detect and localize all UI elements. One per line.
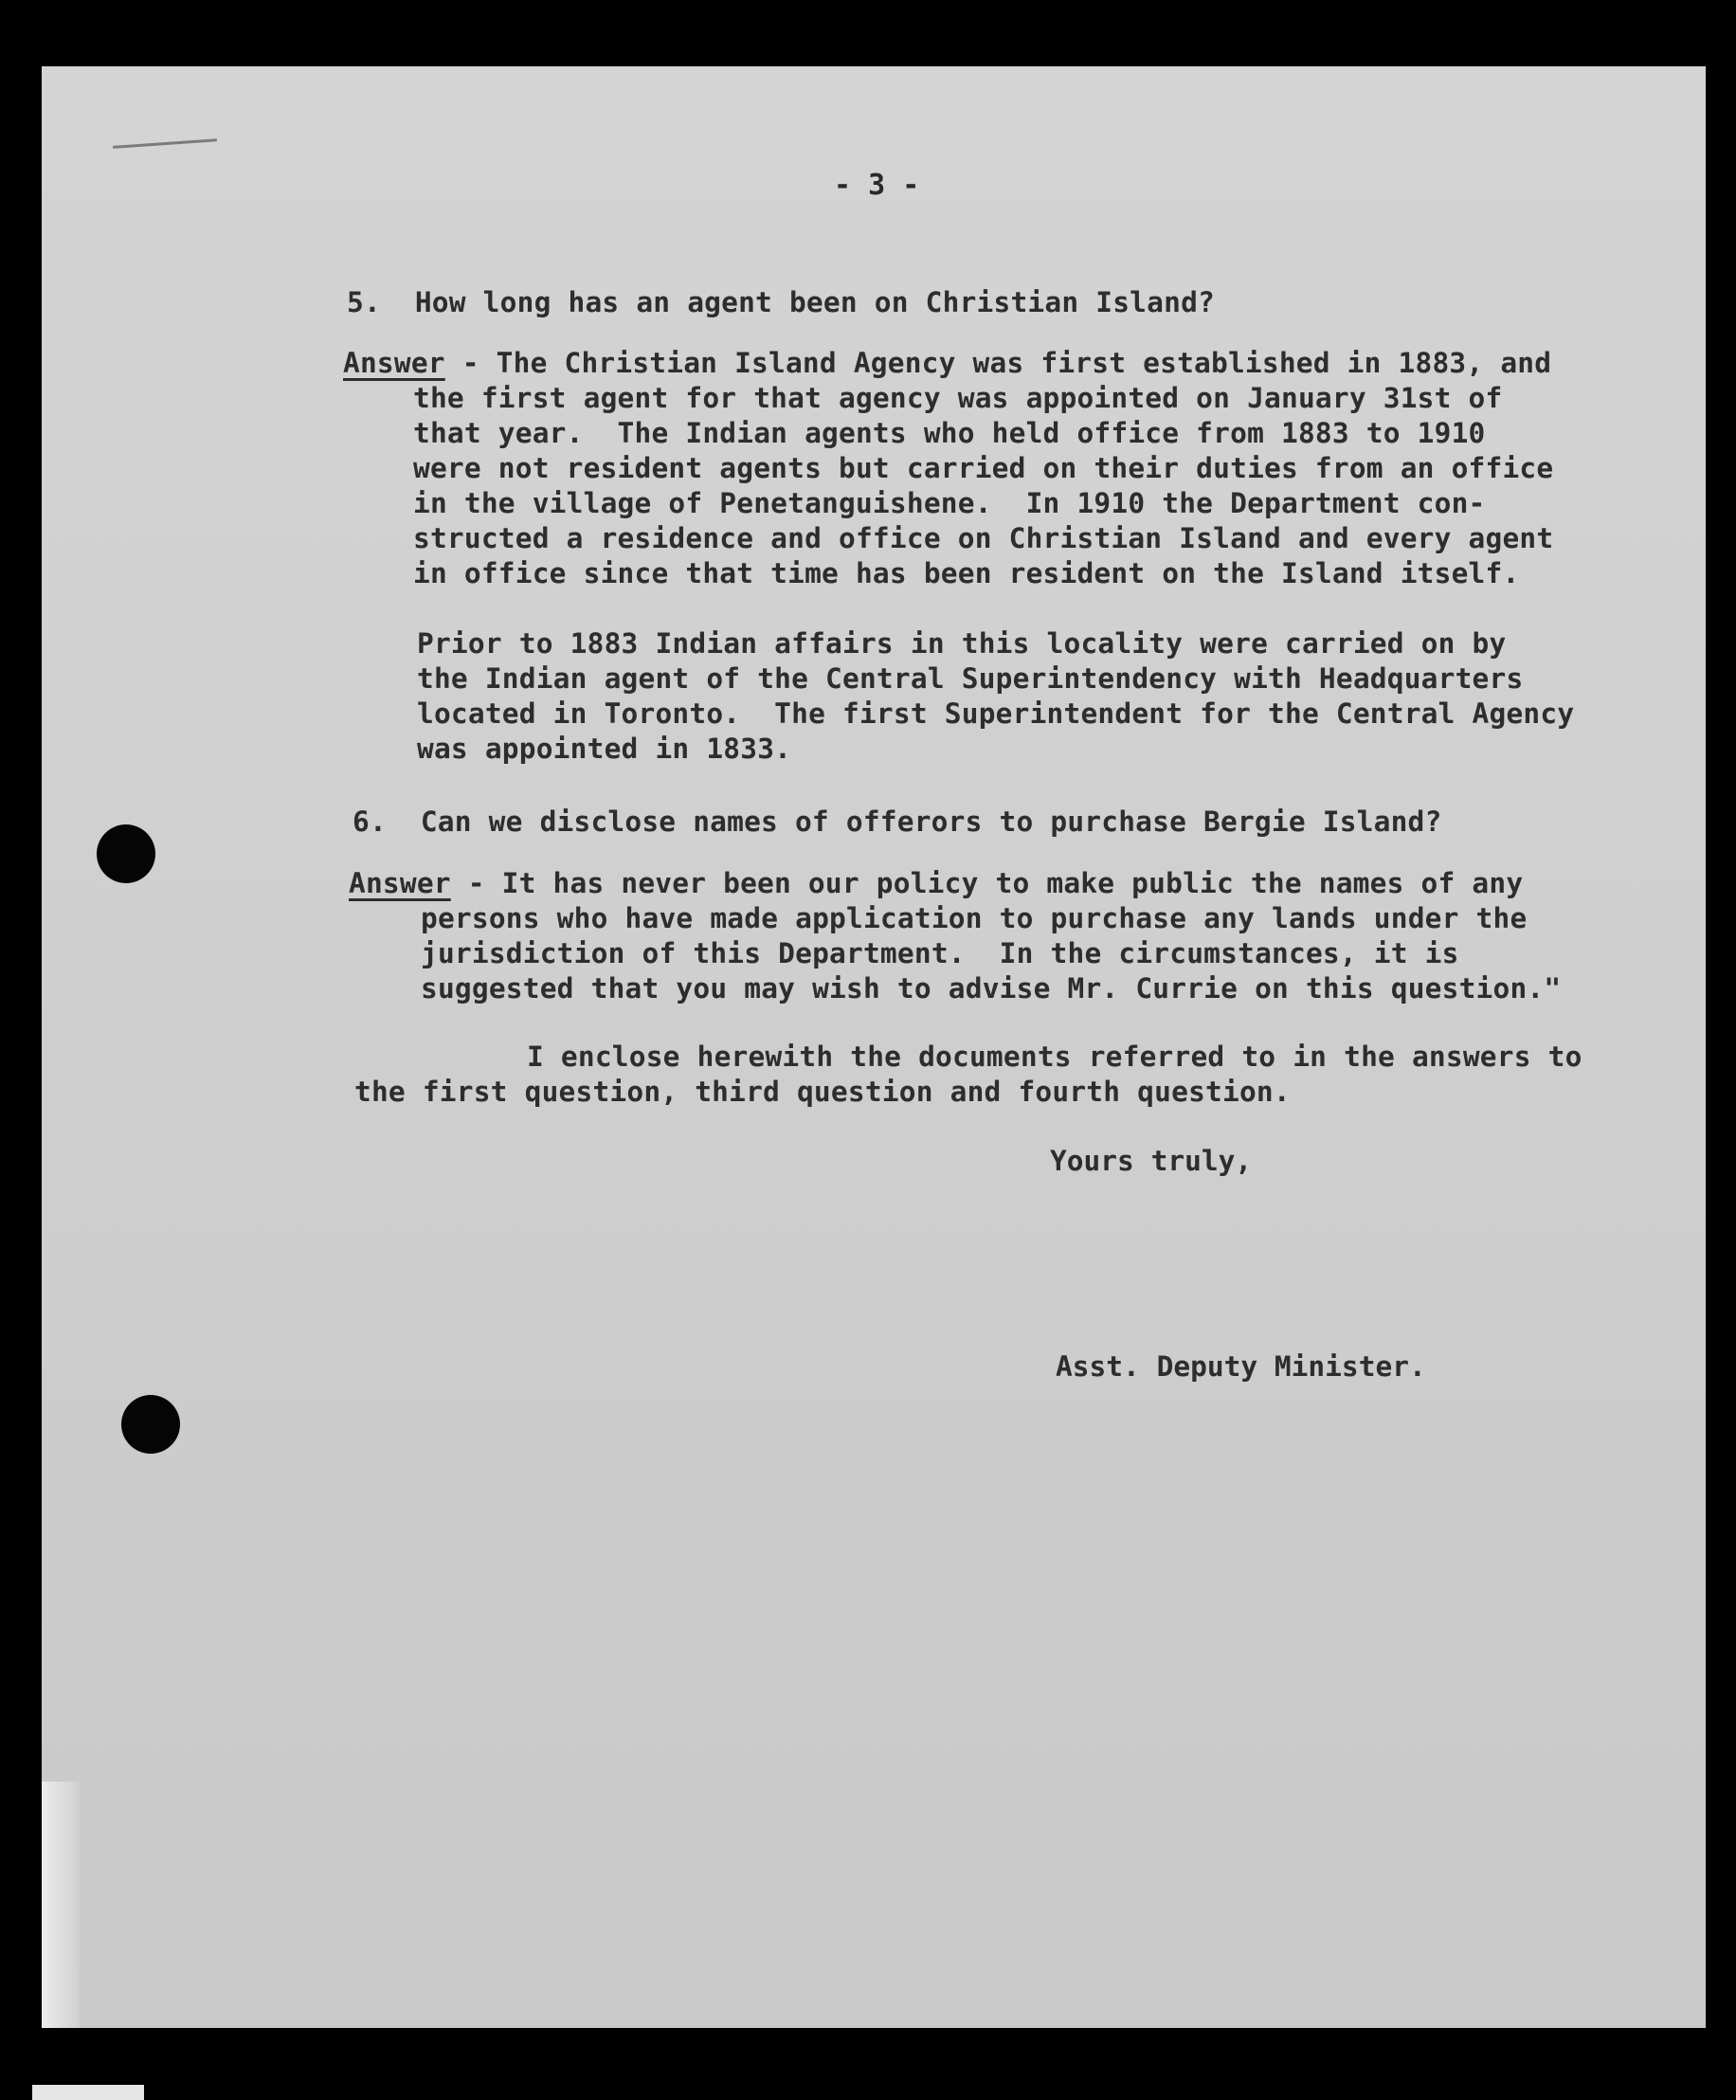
paragraph-5b-line-2: the Indian agent of the Central Superintendency with Headquarters: [417, 662, 1524, 695]
question-5: [347, 286, 1215, 318]
answer-5-line-7: in office since that time has been resident on the Island itself.: [413, 557, 1520, 589]
answer-6-label: Answer: [349, 867, 451, 899]
answer-5-line-1-text: - The Christian Island Agency was first established in 1883, and: [444, 347, 1552, 379]
paragraph-5b-line-3: located in Toronto. The first Superintendent for the Central Agency: [417, 697, 1575, 730]
question-6-text: Can we disclose names of offerors to purchase Bergie Island?: [420, 806, 1442, 838]
answer-6-line-2: persons who have made application to purchase any lands under the: [421, 902, 1528, 934]
answer-5-line-2: the first agent for that agency was appointed on January 31st of: [413, 382, 1503, 414]
paragraph-5b-line-1: Prior to 1883 Indian affairs in this locality were carried on by: [417, 627, 1507, 660]
question-5-text: How long has an agent been on Christian Island?: [414, 286, 1215, 318]
answer-5-line-6: structed a residence and office on Christian Island and every agent: [413, 522, 1554, 554]
answer-6-line-3: jurisdiction of this Department. In the circumstances, it is: [421, 937, 1459, 969]
answer-6-line-1-text: - It has never been our policy to make public the names of any: [450, 867, 1524, 899]
answer-5-line-5: in the village of Penetanguishene. In 1910 the Department con-: [413, 487, 1486, 519]
closing-line-2: the first question, third question and fourth question.: [354, 1076, 1291, 1108]
answer-6-line-1: [349, 867, 1523, 899]
question-5-number: 5.: [347, 286, 381, 318]
page-number: - 3 -: [834, 169, 920, 202]
answer-5-label: Answer: [343, 347, 445, 379]
question-6: [353, 806, 1441, 838]
answer-5-line-3: that year. The Indian agents who held office from 1883 to 1910: [413, 417, 1486, 449]
answer-5-line-4: were not resident agents but carried on their duties from an office: [413, 452, 1554, 484]
punch-hole-bottom: [121, 1395, 180, 1454]
answer-5-line-1: [343, 347, 1551, 379]
signer-title: Asst. Deputy Minister.: [1056, 1350, 1426, 1383]
question-6-number: 6.: [353, 806, 387, 838]
answer-6-line-4: suggested that you may wish to advise Mr. Currie on this question.": [421, 972, 1562, 1005]
bottom-tab: [32, 2085, 144, 2100]
signoff: Yours truly,: [1050, 1145, 1253, 1177]
punch-hole-top: [97, 824, 155, 883]
closing-line-1: I enclose herewith the documents referred to in the answers to: [527, 1041, 1582, 1073]
page-edge: [42, 1782, 80, 2028]
paragraph-5b-line-4: was appointed in 1833.: [417, 733, 792, 765]
